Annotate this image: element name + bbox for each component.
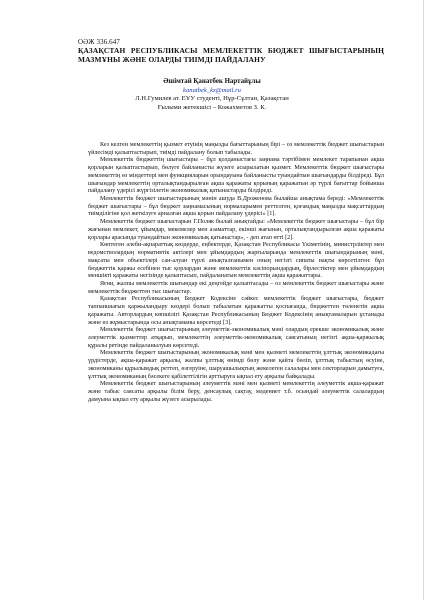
author-affiliation: Л.Н.Гумилев ат. ЕҰУ студенті, Нұр-Сұлтан, Қазақстан	[135, 95, 289, 103]
paragraph: Мемлекеттік бюджет шығыстарының әлеуметтік-экономикалық мәні олардың ерекше экономикалық және әлеуметтік қызметтер атқарып, мемлекеттің әлеуметтік-экономикалық саясатының негізгі ақша-қаржылық құралы ретінде пайдаланылуын көрсетеді.	[88, 327, 384, 349]
paragraph: Мемлекеттік бюджет шығыстарын Г.Поляк былай анықтайды: «Мемлекеттік бюджет шығыстары – бұл бір жағынан мемлекет, ұйымдар, мекемелер мен азаматтар, екінші жағынан, орталықтандырылған ақша қаражаты қорлары арасында туындайтын экономикалық қатынастар», - деп атап өтті [2].	[88, 219, 384, 241]
paragraph: Мемлекеттік бюджет шығыстарының мәнін ашуда В.Дроженова былайша анықтама береді: «Мемлекеттік бюджет шығыстары – бұл бюджет заңнамасының нормаларымен реттелген, қоғамдық маңызды мақсаттардың тиімділігіне қол жеткізуге арналған ақша қорын пайдалану үдерісі» [1].	[88, 196, 384, 218]
author-name: Әшімтай Қанатбек Нартайұлы	[163, 78, 261, 85]
paragraph: Яғни, жалпы мемлекеттік шығындар екі деңгейде қалыптасады – оз мемлекеттік бюджет шығыстары және мемлекеттік бюджеттен тыс шығыстар.	[88, 280, 384, 295]
author-email-link[interactable]: kanatbek_kz@mail.ru	[183, 86, 241, 94]
paragraph: Көптеген әлеби-ақпараттық көздерде, еңбектерде, Қазақстан Республикасы Үкіметінің, министрліктер мен ведомстволардың нормативтік актілері мен ұйымдардың жарғыларында мемлекеттік шығындарының мәні, мақсаты мен объектілері сан-алуан түрлі анықталғанымен оның негізгі сипаты нақты көрсетілген: бұл бюджеттік қаржы есебінен тыс қорлардан және мемлекеттік кәсіпорындардың, бірлестіктер мен ұйымдардың меншікті қаражаты негізінде қалыптасып, пайдаланатын мемлекеттің ақша қаражаттары.	[88, 242, 384, 280]
paragraph: Кез келген мемлекеттің қызмет етуінің маңызды бағыттарының бірі – оз мемлекеттік бюджет шығыстарын үйлесімді қалыптастырып, тиімді пайдалану болып табылады.	[88, 142, 384, 156]
author-block	[0, 78, 424, 112]
paragraph: Мемлекеттік бюджет шығыстарының әлеуметтік мәні мен қызметі мемлекеттің әлеуметтік ақша-қаражат және табыс саясаты арқылы білім беру, денсаулық сақтау, мәдениет т.б. осындай әлеуметтік салалардың дамуына ықпал ету арқылы жүзеге асырылады.	[88, 381, 384, 403]
paragraph: Мемлекеттік бюджеттің шығыстары – бұл қолданыстағы заңнама тәртібімен мемлекет тарапынан ақша қорларын қалыптастырып, бөлуге байланысты жүзеге асырылатын қызмет. Мемлекеттік бюджет шығыстары мемлекеттің өз міндеттері мен функцияларын орындауына байланысты туындайтын шығындарды білдіреді. Бұл шығындар мемлекеттің орталықтандырылған ақша қаражаты қорының қаражатын әр түрлі бағыттар бойынша пайдалану үдерісі жүргізілетін экономикалық қатынастарды білдіреді.	[88, 157, 384, 195]
scientific-advisor: Ғылыми жетекшісі – Кожахметов З. К.	[157, 103, 267, 111]
paragraph: Қазақстан Республикасының Бюджет Кодексіне сәйкес мемлекеттік бюджет шығыстары, бюджет таппаншығын қаржыландыру көздері болып табылатын қаражатты қоспағанда, бюджеттен төленетін ақша қаражаты. Авторлардың көпшілігі Қазақстан Республикасының Бюджет Кодексінің анықтамаларын ұстанады және өз жұмыстарында осы анықтаманы көрсетеді [3].	[88, 296, 384, 326]
paper-title: ҚАЗАҚСТАН РЕСПУБЛИКАСЫ МЕМЛЕКЕТТІК БЮДЖЕТ ШЫҒЫСТАРЫНЫҢ МАЗМҰНЫ ЖӘНЕ ОЛАРДЫ ТИІМДІ ПАЙДАЛАНУ	[78, 46, 384, 64]
body-text	[88, 142, 384, 404]
paragraph: Мемлекеттік бюджет шығыстарының экономикалық мәні мен қызметі мемлекеттің ұлттық экономикадағы үрдістерде, ақша-қаражат арқылы, жалпы ұлттық өнімді бөлу және қайта бөліп, ұлттық табыстың өсуіне, экономиканы құрылымдық реттеп, өзгеруіне, шаруашылықтың жекелеген салалары мен секторларын дамытуға, ұлттық экономиканың бәсекеге қабілеттілігін арттыруға ықпал ету арқылы байқалады.	[88, 350, 384, 380]
udc-code: ОӘЖ 336.647	[78, 38, 120, 46]
